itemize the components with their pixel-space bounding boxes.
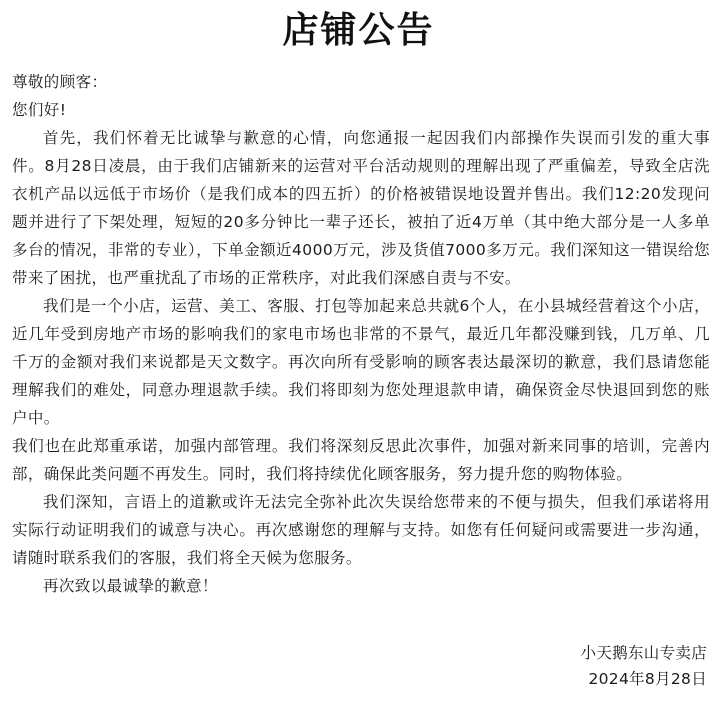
signature-block <box>581 640 707 692</box>
notice-body <box>12 68 710 600</box>
paragraph-commitment: 我们也在此郑重承诺，加强内部管理。我们将深刻反思此次事件，加强对新来同事的培训，完善内部，确保此类问题不再发生。同时，我们将持续优化顾客服务，努力提升您的购物体验。 <box>12 437 710 483</box>
salutation: 尊敬的顾客： <box>12 73 108 91</box>
paragraph-apology: 我们深知，言语上的道歉或许无法完全弥补此次失误给您带来的不便与损失，但我们承诺将用实际行动证明我们的诚意与决心。再次感谢您的理解与支持。如您有任何疑问或需要进一步沟通，请随时联系我们的客服，我们将全天候为您服务。 <box>12 493 710 567</box>
notice-date: 2024年8月28日 <box>588 670 707 688</box>
notice-title: 店铺公告 <box>282 10 435 51</box>
paragraph-incident: 首先，我们怀着无比诚挚与歉意的心情，向您通报一起因我们内部操作失误而引发的重大事件。8月28日凌晨，由于我们店铺新来的运营对平台活动规则的理解出现了严重偏差，导致全店洗衣机产品以远低于市场价（是我们成本的四五折）的价格被错误地设置并售出。我们12:20发现问题并进行了下架处理，短短的20多分钟比一辈子还长，被拍了近4万单（其中绝大部分是一人多单多台的情况，非常的专业），下单金额近4000万元，涉及货值7000多万元。我们深知这一错误给您带来了困扰，也严重扰乱了市场的正常秩序，对此我们深感自责与不安。 <box>12 129 710 287</box>
greeting: 您们好! <box>12 101 67 119</box>
paragraph-small-store: 我们是一个小店，运营、美工、客服、打包等加起来总共就6个人，在小县城经营着这个小店，近几年受到房地产市场的影响我们的家电市场也非常的不景气，最近几年都没赚到钱，几万单、几千万的金额对我们来说都是天文数字。再次向所有受影响的顾客表达最深切的歉意，我们恳请您能理解我们的难处，同意办理退款手续。我们将即刻为您处理退款申请，确保资金尽快退回到您的账户中。 <box>12 297 710 427</box>
paragraph-closing: 再次致以最诚挚的歉意！ <box>43 577 218 595</box>
store-name: 小天鹅东山专卖店 <box>580 644 707 662</box>
